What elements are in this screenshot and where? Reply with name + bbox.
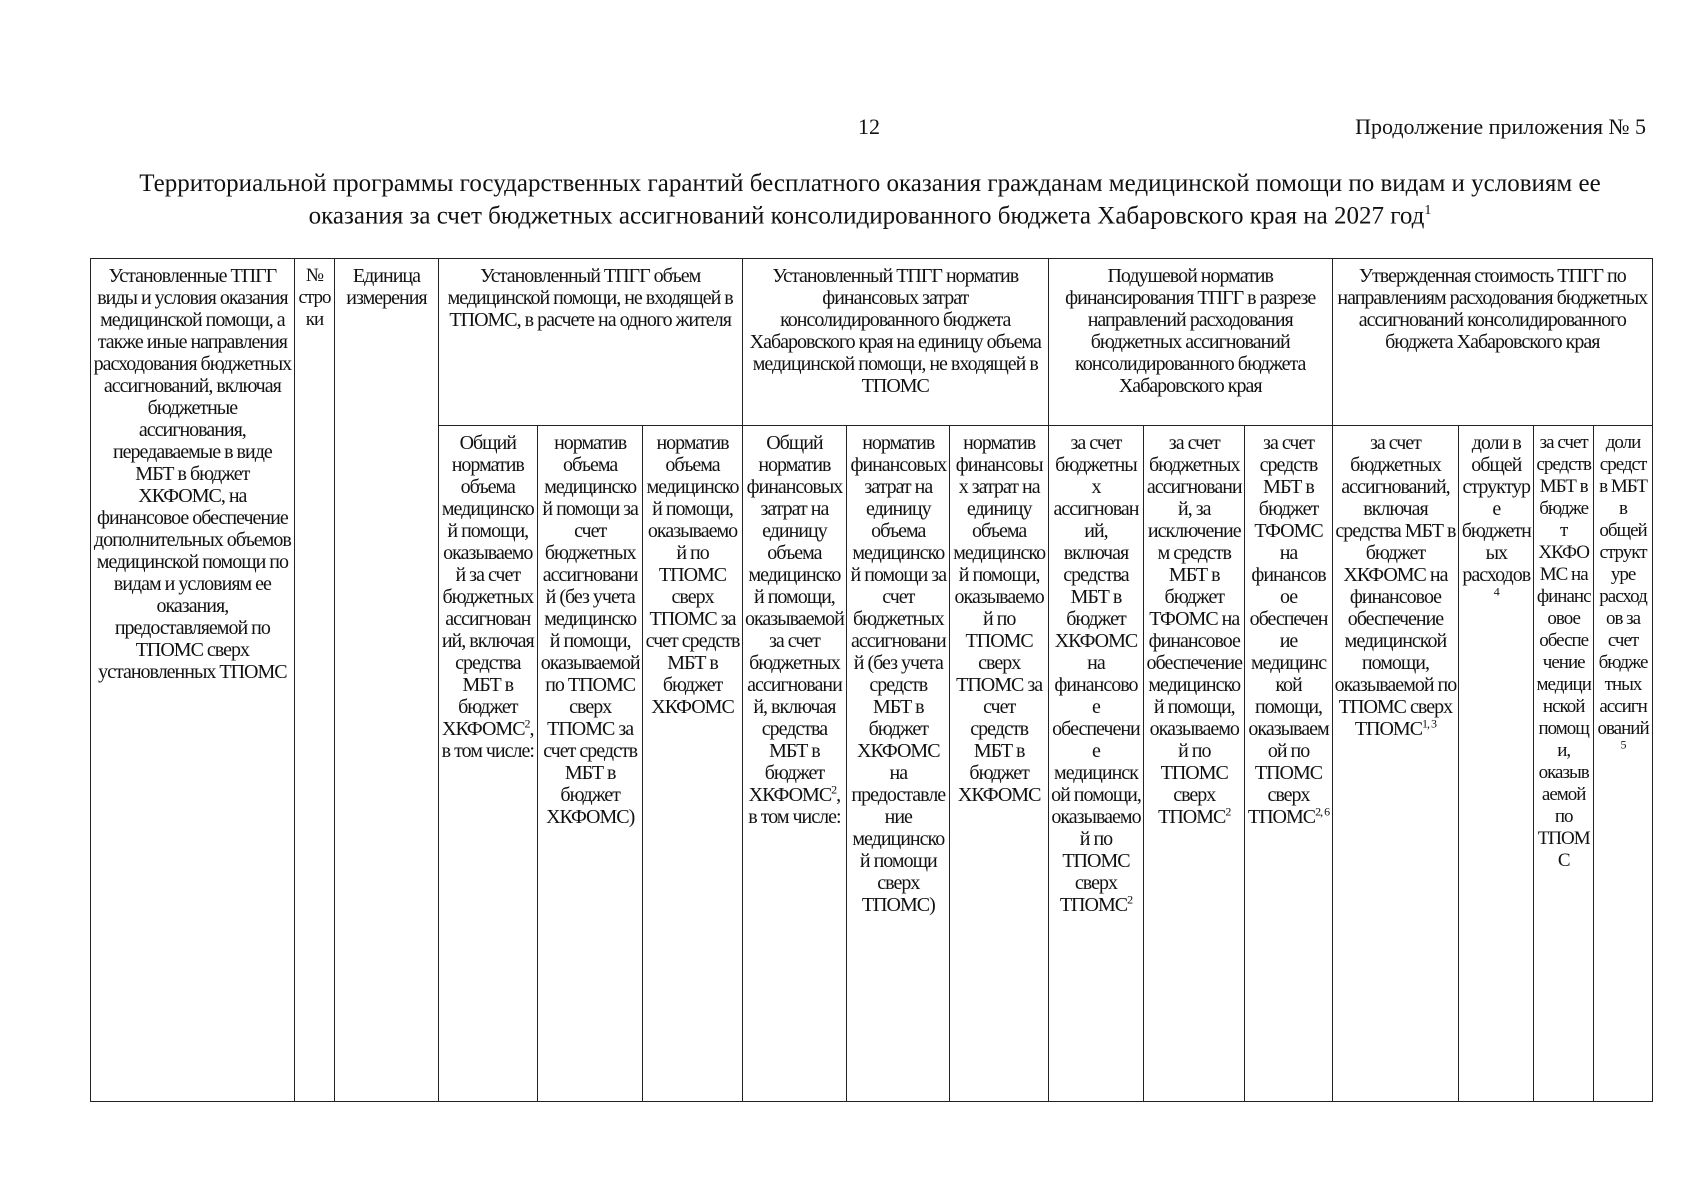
header-cost-mbt: норматив финансовых затрат на единицу объема медицинской помощи, оказываемой по ТПОМС сверх ТПОМС за счет средств МБТ в бюджет ХКФОМС bbox=[950, 426, 1048, 1102]
header-group-approved: Утвержденная стоимость ТПГГ по направлениям расходования бюджетных ассигнований консолидированного бюджета Хабаровского края bbox=[1332, 259, 1652, 426]
header-approved-share: доли в общей структуре бюджетных расходов$^4$ bbox=[1459, 426, 1534, 1102]
program-table bbox=[90, 258, 1653, 1102]
header-approved-mbt-share: доли средств МБТ в общей структуре расходов за счет бюджетных ассигнований$^5$ bbox=[1594, 426, 1653, 1102]
header-unit: Единица измерения bbox=[335, 259, 438, 1102]
title-footnote: 1 bbox=[1424, 203, 1432, 218]
appendix-continuation: Продолжение приложения № 5 bbox=[1355, 114, 1646, 139]
header-percapita-excl: за счет бюджетных ассигнований, за исключением средств МБТ в бюджет ТФОМС на финансовое обеспечение медицинской помощи, оказываемой по ТПОМС сверх ТПОМС$^2$ bbox=[1144, 426, 1245, 1102]
header-volume-mbt: норматив объема медицинской помощи, оказываемой по ТПОМС сверх ТПОМС за счет средств МБТ в бюджет ХКФОМС bbox=[643, 426, 742, 1102]
header-percapita-incl: за счет бюджетных ассигнований, включая средства МБТ в бюджет ХКФОМС на финансовое обеспечение медицинской помощи, оказываемой по ТПОМС сверх ТПОМС$^2$ bbox=[1048, 426, 1143, 1102]
header-kinds: Установленные ТПГГ виды и условия оказания медицинской помощи, а также иные направления расходования бюджетных ассигнований, включая бюджетные ассигнования, передаваемые в виде МБТ в бюджет ХКФОМС, на финансовое обеспечение дополнительных объемов медицинской помощи по видам и условиям ее оказания, предоставляемой по ТПОМС сверх установленных ТПОМС bbox=[91, 259, 295, 1102]
document-title bbox=[90, 170, 1650, 229]
title-text: Территориальной программы государственных гарантий бесплатного оказания гражданам медицинской помощи по видам и условиям ее оказания за счет бюджетных ассигнований консолидированного бюджета Хабаровского края на 2027 год bbox=[139, 170, 1601, 230]
header-group-per-capita: Подушевой норматив финансирования ТПГГ в разрезе направлений расходования бюджетных ассигнований консолидированного бюджета Хабаровского края bbox=[1048, 259, 1332, 426]
page-number: 12 bbox=[858, 114, 880, 139]
header-group-cost: Установленный ТПГГ норматив финансовых затрат консолидированного бюджета Хабаровского края на единицу объема медицинской помощи, не входящей в ТПОМС bbox=[742, 259, 1048, 426]
header-approved-incl: за счет бюджетных ассигнований, включая средства МБТ в бюджет ХКФОМС на финансовое обеспечение медицинской помощи, оказываемой по ТПОМС сверх ТПОМС$^{1, 3}$ bbox=[1332, 426, 1459, 1102]
header-cost-budget: норматив финансовых затрат на единицу объема медицинской помощи за счет бюджетных ассигнований (без учета средств МБТ в бюджет ХКФОМС на предоставление медицинской помощи сверх ТПОМС) bbox=[847, 426, 950, 1102]
header-row-number: № строки bbox=[294, 259, 335, 1102]
header-percapita-mbt: за счет средств МБТ в бюджет ТФОМС на финансовое обеспечение медицинской помощи, оказываемой по ТПОМС сверх ТПОМС$^{2, 6}$ bbox=[1245, 426, 1332, 1102]
header-cost-total: Общий норматив финансовых затрат на единицу объема медицинской помощи, оказываемой за счет бюджетных ассигнований, включая средства МБТ в бюджет ХКФОМС$^2$, в том числе: bbox=[742, 426, 846, 1102]
header-volume-budget: норматив объема медицинской помощи за счет бюджетных ассигнований (без учета медицинской помощи, оказываемой по ТПОМС сверх ТПОМС за счет средств МБТ в бюджет ХКФОМС) bbox=[537, 426, 642, 1102]
header-row-groups bbox=[91, 259, 1653, 426]
header-approved-mbt: за счет средств МБТ в бюджет ХКФОМС на финансовое обеспечение медицинской помощи, оказываемой по ТПОМС bbox=[1534, 426, 1594, 1102]
header-volume-total: Общий норматив объема медицинской помощи, оказываемой за счет бюджетных ассигнований, включая средства МБТ в бюджет ХКФОМС$^2$, в том числе: bbox=[438, 426, 537, 1102]
header-group-volume: Установленный ТПГГ объем медицинской помощи, не входящей в ТПОМС, в расчете на одного жителя bbox=[438, 259, 742, 426]
